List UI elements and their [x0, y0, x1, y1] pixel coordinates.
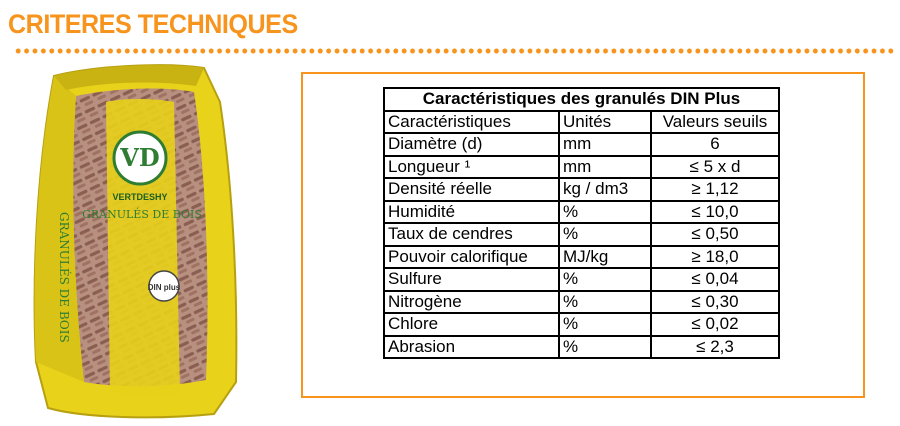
bag-text: GRANULÉS DE BOIS — [82, 208, 202, 221]
table-row — [384, 268, 779, 291]
table-row — [384, 336, 779, 359]
row-threshold: ≤ 0,02 — [651, 313, 779, 336]
row-unit: mm — [559, 133, 651, 156]
row-threshold: ≤ 2,3 — [651, 336, 779, 359]
table-header-row — [384, 111, 779, 134]
row-characteristic: Sulfure — [384, 268, 559, 291]
section-heading: CRITERES TECHNIQUES — [8, 9, 298, 39]
din-badge: DIN plus — [147, 283, 181, 292]
row-unit: % — [559, 201, 651, 224]
bag-brand: VERTDESHY — [112, 192, 168, 202]
row-characteristic: Abrasion — [384, 336, 559, 359]
row-unit: % — [559, 268, 651, 291]
row-unit: kg / dm3 — [559, 178, 651, 201]
svg-text:GRANULÉS DE BOIS: GRANULÉS DE BOIS — [57, 212, 71, 343]
table-title: Caractéristiques des granulés DIN Plus — [384, 88, 779, 111]
row-threshold: ≥ 1,12 — [651, 178, 779, 201]
table-row — [384, 291, 779, 314]
row-characteristic: Chlore — [384, 313, 559, 336]
row-threshold: 6 — [651, 133, 779, 156]
table-row — [384, 201, 779, 224]
row-threshold: ≤ 0,50 — [651, 223, 779, 246]
table-row — [384, 178, 779, 201]
row-characteristic: Densité réelle — [384, 178, 559, 201]
table-row — [384, 133, 779, 156]
row-unit: % — [559, 313, 651, 336]
pellet-bag-photo — [14, 62, 276, 422]
svg-text:VD: VD — [120, 143, 160, 172]
table-row — [384, 223, 779, 246]
row-unit: mm — [559, 156, 651, 179]
row-threshold: ≤ 0,30 — [651, 291, 779, 314]
row-threshold: ≤ 5 x d — [651, 156, 779, 179]
row-threshold: ≤ 10,0 — [651, 201, 779, 224]
header-characteristics: Caractéristiques — [384, 111, 559, 134]
row-unit: MJ/kg — [559, 246, 651, 269]
header-threshold: Valeurs seuils — [651, 111, 779, 134]
row-threshold: ≥ 18,0 — [651, 246, 779, 269]
header-units: Unités — [559, 111, 651, 134]
row-characteristic: Humidité — [384, 201, 559, 224]
dotted-divider — [14, 47, 896, 55]
row-characteristic: Longueur ¹ — [384, 156, 559, 179]
table-row — [384, 313, 779, 336]
table-row — [384, 246, 779, 269]
row-unit: % — [559, 223, 651, 246]
row-characteristic: Nitrogène — [384, 291, 559, 314]
row-unit: % — [559, 291, 651, 314]
row-characteristic: Pouvoir calorifique — [384, 246, 559, 269]
row-threshold: ≤ 0,04 — [651, 268, 779, 291]
row-unit: % — [559, 336, 651, 359]
row-characteristic: Taux de cendres — [384, 223, 559, 246]
table-row — [384, 156, 779, 179]
row-characteristic: Diamètre (d) — [384, 133, 559, 156]
specifications-table — [383, 87, 780, 359]
